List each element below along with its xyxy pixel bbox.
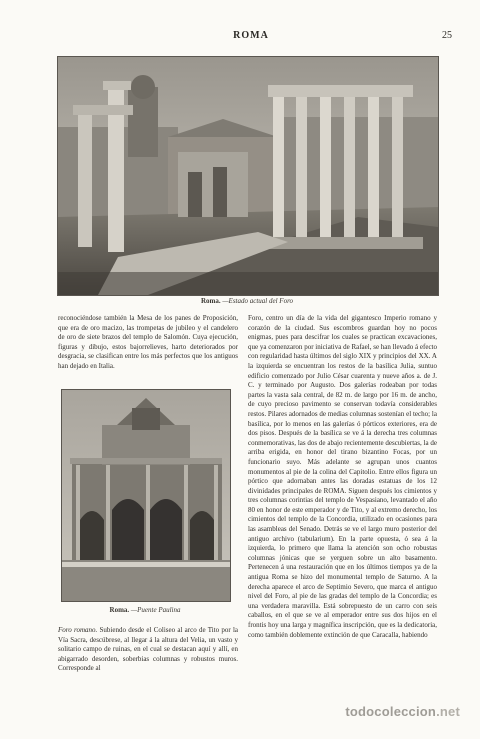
page-number: 25 — [442, 30, 452, 41]
left-column-top-paragraph: reconociéndose también la Mesa de los panes de Proposición, que era de oro macizo, las trompetas de jubileo y el candelero de oro de siete brazos del templo de Salomón. Cuya ejecución, figuras y dibujo, estos bajorrelieves, harto deteriorados por desgracia, se clasifican entre los más perfectos que los antiguos han dejado en Italia. — [58, 314, 238, 370]
watermark-tld: .net — [436, 704, 460, 719]
fountain-photo-image — [62, 390, 230, 601]
left-column-bottom-paragraph — [58, 626, 238, 674]
watermark-main: todocoleccion — [345, 704, 437, 719]
forum-caption — [57, 297, 437, 305]
forum-photo — [57, 56, 439, 296]
fountain-caption-text: —Puente Paulina — [130, 606, 181, 614]
left-column-top-text — [58, 314, 238, 378]
page-header — [50, 30, 452, 44]
section-heading-foro: Foro romano. — [58, 626, 98, 634]
fountain-caption — [61, 606, 229, 614]
forum-caption-text: —Estado actual del Foro — [222, 297, 294, 305]
fountain-photo — [61, 389, 231, 602]
right-column-text — [248, 314, 437, 700]
left-column-bottom-text — [58, 626, 238, 688]
left-column-bottom-body: Subiendo desde el Coliseo al arco de Tito por la Vía Sacra, descúbrese, al llegar á la altura del Velia, un vasto y solitario campo de ruinas, en el cual se destacan aquí y allí, en abigarrado desorden, soberbias columnas y robustos muros. Corresponde al — [58, 626, 238, 673]
forum-photo-image — [58, 57, 438, 295]
fountain-caption-place: Roma. — [109, 606, 130, 614]
forum-caption-place: Roma. — [200, 297, 221, 305]
todocoleccion-watermark — [345, 704, 460, 719]
running-title: ROMA — [233, 30, 269, 41]
right-column-paragraph: Foro, centro un día de la vida del gigantesco Imperio romano y corazón de la ciudad. Sus escombros guardan hoy no pocos enigmas, pues para descifrar los cuales se practican excavaciones, que ya comenzaron por iniciativa de Rafael, se han llevado á efecto con regularidad hasta últimos del siglo XIX y principios del XX. A la izquierda se encuentran los restos de la basílica Julia, suntuo edificio comenzado por Julio César cuarenta y nueve años a. de J. C. y terminado por Augusto. Dos galerías rodeaban por todas partes la vasta sala central, de 82 m. de largo por 16 m. de ancho, de cuyo precioso pavimento se conservan todavía considerables restos. Pilares adornados de medias columnas sostenían el techo; la basílica, por lo menos en las galerías ó pórticos exteriores, era de dos pisos. Después de la basílica se ve á la derecha tres columnas conmemorativas, las dos de abajo recientemente descubiertas, la de arriba erigida, en honor del tirano bizantino Focas, por un funcionario suyo. Más adelante se agrupan unos cuantos monumentos al pie de la colina del Capitolio. Entre ellos figura un pórtico que adornaban antes las doradas estatuas de los 12 divinidades principales de ROMA. Siguen después los cimientos y tres columnas corintias del templo de Vespasiano, levantado el año 80 en honor de este emperador y de Tito, y al extremo derecho, los cimientos del templo de la Concordia, utilizado en ocasiones para las asambleas del Senado. Detrás se ve el largo muro posterior del antiguo archivo (tabularium). En la parte opuesta, ó sea á la izquierda, lo primero que llama la atención son ocho robustas columnas jónicas que se yerguen sobre un alto basamento. Pertenecen á una restauración que en los últimos tiempos ya de la antigua Roma se hizo del monumental templo de Saturno. A la derecha aparece el arco de Septimio Severo, que marca el antiguo nivel del Foro, al pie de las gradas del templo de la Concordia; es una verdadera maravilla. Está sobrepuesto de un carro con seis caballos, en el que se ve al emperador entre sus dos hijos en el frontis hoy una larga y magnífica inscripción, que es la dedicatoria, como también doblemente extinción de que Caracalla, habiendo — [248, 314, 437, 639]
